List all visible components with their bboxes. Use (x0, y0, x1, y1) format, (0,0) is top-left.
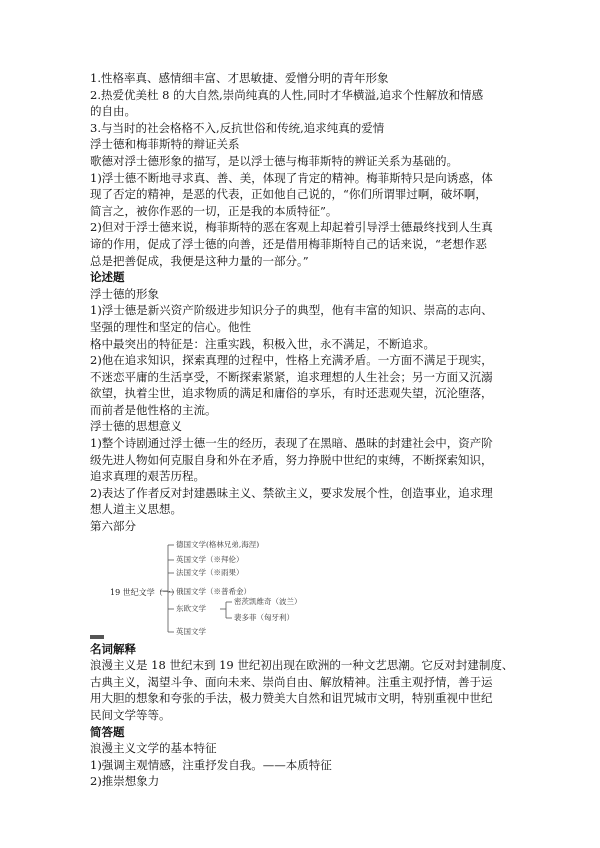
tree-branch-french: 法国文学（※雨果） (176, 567, 244, 577)
text-line: 用大胆的想象和夸张的手法，极力赞美大自然和诅咒城市文明，特别重视中世纪 (90, 691, 493, 706)
heading-terms: 名词解释 (90, 641, 136, 656)
text-line: 2)但对于浮士德来说，梅菲斯特的恶在客观上却起着引导浮士德最终找到人生真 (90, 220, 493, 235)
text-line: 谛的作用，促成了浮士德的向善，还是借用梅菲斯特自己的话来说，“老想作恶 (90, 236, 487, 251)
text-line: 不迷恋平庸的生活享受，不断探索紧紧，追求理想的人生社会；另一方面又沉溺 (90, 369, 493, 384)
section-faust-characters (90, 70, 526, 269)
text-line: 1)强调主观情感，注重抒发自我。——本质特征 (90, 757, 332, 772)
text-line: 而前者是他性格的主流。 (90, 402, 217, 417)
tree-branch-russian: 俄国文学（※普希金） (176, 586, 251, 596)
section-discussion (90, 286, 526, 535)
tree-root-label: 19 世纪文学（一） (110, 587, 179, 597)
subheading: 浪漫主义文学的基本特征 (90, 741, 217, 756)
tree-sub-branch-hungarian: 裴多菲（匈牙利） (234, 612, 294, 622)
text-line: 1.性格率真、感情细丰富、才思敏捷、爱憎分明的青年形象 (90, 71, 389, 85)
tree-branch-english-2: 英国文学 (176, 626, 206, 636)
text-line: 简言之，被你作恶的一切，正是我的本质特征”。 (90, 203, 338, 218)
literature-tree-figure (90, 539, 526, 639)
subheading: 浮士德和梅菲斯特的辩证关系 (90, 137, 240, 152)
subheading: 第六部分 (90, 519, 136, 534)
text-line: 的自由。 (90, 104, 136, 119)
text-line: 3.与当时的社会格格不入,反抗世俗和传统,追求纯真的爱情 (90, 120, 385, 135)
text-line: 1)浮士德不断地寻求真、善、美，体现了肯定的精神。梅菲斯特只是向诱惑，体 (90, 170, 493, 185)
heading-short-answer: 简答题 (90, 724, 125, 739)
text-line: 级先进人物如何克服自身和外在矛盾，努力挣脱中世纪的束缚，不断探索知识， (90, 452, 493, 467)
text-line: 坚强的理性和坚定的信心。他性 (90, 319, 251, 334)
tree-branch-german: 德国文学(格林兄弟,海涅) (176, 539, 260, 549)
text-line: 1)整个诗剧通过浮士德一生的经历，表现了在黑暗、愚昧的封建社会中，资产阶 (90, 436, 493, 451)
heading-discussion: 论述题 (90, 270, 125, 285)
text-line: 2)表达了作者反对封建愚昧主义、禁欲主义，要求发展个性，创造事业，追求理 (90, 485, 493, 500)
figure-crop-mark (90, 635, 104, 639)
subheading: 浮士德的思想意义 (90, 419, 182, 434)
text-line: 歌德对浮士德形象的描写，是以浮士德与梅菲斯特的辨证关系为基础的。 (90, 153, 458, 168)
text-line: 2)推崇想象力 (90, 774, 160, 789)
text-line: 格中最突出的特征是：注重实践，积极入世，永不满足，不断追求。 (90, 336, 435, 351)
text-line: 浪漫主义是 18 世纪末到 19 世纪初出现在欧洲的一种文艺思潮。它反对封建制度、 (90, 658, 514, 673)
text-line: 古典主义，渴望斗争、面向未来、崇尚自由、解放精神。注重主观抒情，善于运 (90, 674, 493, 689)
text-line: 1)浮士德是新兴资产阶级进步知识分子的典型，他有丰富的知识、崇高的志向、 (90, 303, 493, 318)
subheading: 浮士德的形象 (90, 286, 159, 301)
text-line: 追求真理的艰苦历程。 (90, 469, 205, 484)
text-line: 现了否定的精神，是恶的代表，正如他自己说的，“你们所谓罪过啊，破坏啊， (90, 187, 487, 202)
text-line: 2.热爱优美杜 8 的大自然,崇尚纯真的人性,同时才华横溢,追求个性解放和情感 (90, 87, 484, 102)
text-line: 总是把善促成，我便是这种力量的一部分。” (90, 253, 309, 268)
tree-sub-branch-polish: 密茨凯维奇（波兰） (234, 596, 302, 606)
text-line: 2)他在追求知识，探索真理的过程中，性格上充满矛盾。一方面不满足于现实， (90, 353, 493, 368)
section-short-answer (90, 740, 526, 790)
text-line: 民间文学等等。 (90, 708, 171, 722)
tree-branch-english: 英国文学（※拜伦） (176, 554, 244, 564)
text-line: 想人道主义思想。 (90, 502, 182, 517)
document-body (90, 70, 526, 790)
section-terms (90, 657, 526, 723)
tree-branch-east-european: 东欧文学 (176, 603, 206, 613)
text-line: 欲望，执着尘世，追求物质的满足和庸俗的享乐，有时还悲观失望，沉沦堕落， (90, 386, 493, 401)
